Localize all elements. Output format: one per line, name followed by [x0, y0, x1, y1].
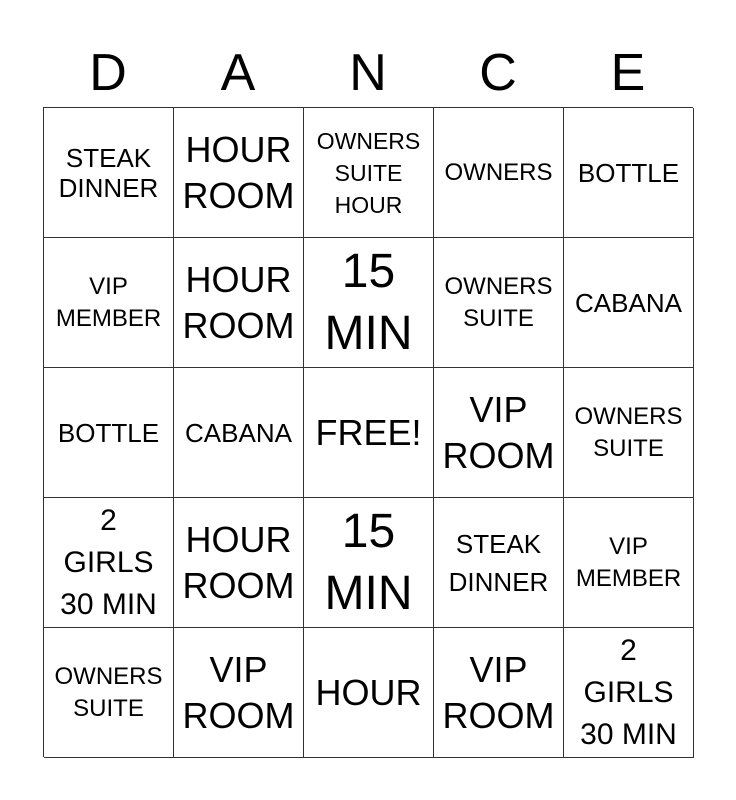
bingo-cell[interactable] — [434, 238, 564, 368]
cell-text: CABANA — [185, 417, 292, 448]
cell-text: ROOM — [182, 564, 295, 606]
cell-text: OWNERS — [574, 402, 683, 430]
cell-text: SUITE — [73, 694, 144, 722]
cell-text: 15 — [341, 244, 396, 298]
cell-text: BOTTLE — [57, 417, 160, 448]
cell-text: DINNER — [58, 172, 159, 203]
bingo-cell[interactable] — [304, 498, 434, 628]
bingo-cell[interactable] — [564, 108, 694, 238]
cell-text: ROOM — [442, 694, 555, 736]
bingo-cell[interactable] — [44, 108, 174, 238]
cell-text: 30 MIN — [580, 717, 677, 751]
cell-text: OWNERS — [444, 272, 553, 300]
bingo-grid — [43, 107, 693, 757]
header-letter-a: A — [220, 44, 256, 102]
cell-text: HOUR — [334, 191, 403, 218]
cell-text: 2 — [620, 633, 637, 667]
bingo-cell-free[interactable] — [304, 368, 434, 498]
cell-text: ROOM — [442, 434, 555, 476]
header-letter-c: C — [479, 44, 517, 102]
cell-text: MIN — [324, 566, 413, 620]
bingo-cell[interactable] — [434, 498, 564, 628]
bingo-cell[interactable] — [564, 368, 694, 498]
cell-text: ROOM — [182, 174, 295, 216]
cell-text: SUITE — [334, 159, 403, 186]
cell-text: ROOM — [182, 304, 295, 346]
cell-text: DINNER — [448, 566, 549, 597]
header-letter-d: D — [89, 44, 127, 102]
cell-text: MEMBER — [55, 304, 162, 332]
cell-text: GIRLS — [63, 545, 154, 579]
bingo-cell[interactable] — [44, 628, 174, 758]
cell-text: FREE! — [315, 411, 422, 453]
cell-text: OWNERS — [444, 158, 553, 186]
bingo-cell[interactable] — [174, 628, 304, 758]
cell-text: OWNERS — [54, 662, 163, 690]
bingo-cell[interactable] — [174, 368, 304, 498]
cell-text: VIP — [469, 388, 528, 430]
cell-text: VIP — [89, 272, 128, 300]
cell-text: 15 — [341, 504, 396, 558]
cell-text: CABANA — [575, 287, 682, 318]
cell-text: SUITE — [593, 434, 664, 462]
header-letter-e: E — [610, 44, 646, 102]
cell-text: MIN — [324, 306, 413, 360]
cell-text: HOUR — [185, 128, 292, 170]
bingo-cell[interactable] — [434, 628, 564, 758]
cell-text: VIP — [469, 648, 528, 690]
bingo-cell[interactable] — [564, 498, 694, 628]
bingo-cell[interactable] — [174, 498, 304, 628]
cell-text: STEAK — [455, 528, 542, 559]
bingo-cell[interactable] — [44, 238, 174, 368]
bingo-cell[interactable] — [304, 238, 434, 368]
header-letter-n: N — [349, 44, 387, 102]
bingo-cell[interactable] — [564, 238, 694, 368]
cell-text: HOUR — [185, 518, 292, 560]
bingo-cell[interactable] — [174, 238, 304, 368]
cell-text: MEMBER — [575, 564, 682, 592]
cell-text: ROOM — [182, 694, 295, 736]
bingo-cell[interactable] — [174, 108, 304, 238]
cell-text: HOUR — [315, 671, 422, 713]
bingo-cell[interactable] — [44, 498, 174, 628]
cell-text: VIP — [609, 532, 648, 560]
bingo-header — [43, 40, 693, 106]
cell-text: 2 — [100, 503, 117, 537]
bingo-cell[interactable] — [564, 628, 694, 758]
cell-text: 30 MIN — [60, 587, 157, 621]
bingo-cell[interactable] — [434, 108, 564, 238]
bingo-cell[interactable] — [44, 368, 174, 498]
cell-text: GIRLS — [583, 675, 674, 709]
cell-text: OWNERS — [316, 127, 421, 154]
cell-text: VIP — [209, 648, 268, 690]
cell-text: HOUR — [185, 258, 292, 300]
cell-text: SUITE — [463, 304, 534, 332]
cell-text: STEAK — [65, 142, 152, 173]
bingo-cell[interactable] — [304, 628, 434, 758]
bingo-cell[interactable] — [304, 108, 434, 238]
cell-text: BOTTLE — [577, 157, 680, 188]
bingo-cell[interactable] — [434, 368, 564, 498]
